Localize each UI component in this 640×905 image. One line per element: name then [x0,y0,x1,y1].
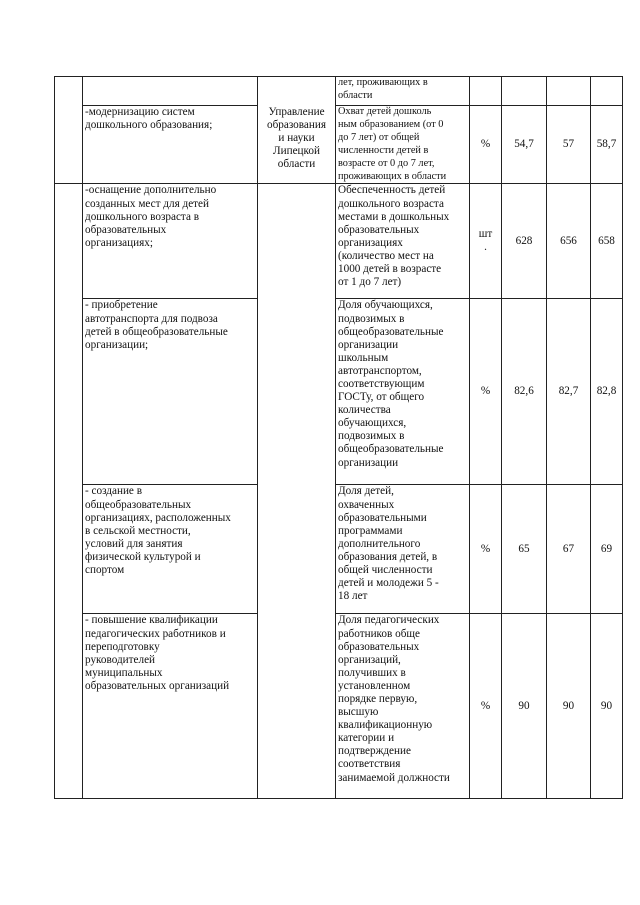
value-cell: 658 [591,184,623,299]
indicator-cell: Доля обучающихся, подвозимых в общеобразовательные организации школьным автотранспортом, соответствующим ГОСТу, от общего количества обучающихся, подвозимых в общеобразовательные организации [336,299,470,485]
indicator-cell: лет, проживающих в области [336,77,470,106]
unit-cell: % [470,485,502,614]
table-row [55,614,623,799]
table-row [55,184,623,299]
unit-cell: шт . [470,184,502,299]
activity-cell: - повышение квалификации педагогических работников и переподготовку руководителей муниципальных образовательных организаций [83,614,258,799]
activity-cell: - приобретение автотранспорта для подвоза детей в общеобразовательные организации; [83,299,258,485]
value-cell: 69 [591,485,623,614]
unit-cell: % [470,299,502,485]
value-cell: 90 [547,614,591,799]
unit-cell: % [470,614,502,799]
activity-cell: - создание в общеобразовательных организациях, расположенных в сельской местности, условий для занятия физической культурой и спортом [83,485,258,614]
indicators-table [54,76,623,799]
value-cell: 82,8 [591,299,623,485]
unit-cell [470,77,502,106]
value-cell: 82,7 [547,299,591,485]
value-cell: 656 [547,184,591,299]
value-cell [547,77,591,106]
value-cell: 54,7 [502,106,547,184]
indicator-cell: Обеспеченность детей дошкольного возраста местами в дошкольных образовательных организациях (количество мест на 1000 детей в возрасте от 1 до 7 лет) [336,184,470,299]
value-cell: 65 [502,485,547,614]
value-cell: 57 [547,106,591,184]
value-cell: 82,6 [502,299,547,485]
table-row [55,299,623,485]
activity-cell [83,77,258,106]
table-row [55,77,623,106]
activity-cell: -оснащение дополнительно созданных мест для детей дошкольного возраста в образовательных организациях; [83,184,258,299]
row-number-cell [55,184,83,799]
indicator-cell: Доля детей, охваченных образовательными программами дополнительного образования детей, в общей численности детей и молодежи 5 - 18 лет [336,485,470,614]
value-cell: 628 [502,184,547,299]
organization-cell: Управление образования и науки Липецкой области [258,77,336,184]
value-cell: 90 [591,614,623,799]
unit-cell: % [470,106,502,184]
table-row [55,485,623,614]
table-row [55,106,623,184]
value-cell: 58,7 [591,106,623,184]
activity-cell: -модернизацию систем дошкольного образования; [83,106,258,184]
organization-cell [258,184,336,799]
value-cell [502,77,547,106]
indicator-cell: Охват детей дошколь ным образованием (от 0 до 7 лет) от общей численности детей в возрасте от 0 до 7 лет, проживающих в области [336,106,470,184]
row-number-cell [55,77,83,184]
value-cell [591,77,623,106]
indicator-cell: Доля педагогических работников обще образовательных организаций, получивших в установленном порядке первую, высшую квалификационную категории и подтверждение соответствия занимаемой должности [336,614,470,799]
value-cell: 67 [547,485,591,614]
value-cell: 90 [502,614,547,799]
